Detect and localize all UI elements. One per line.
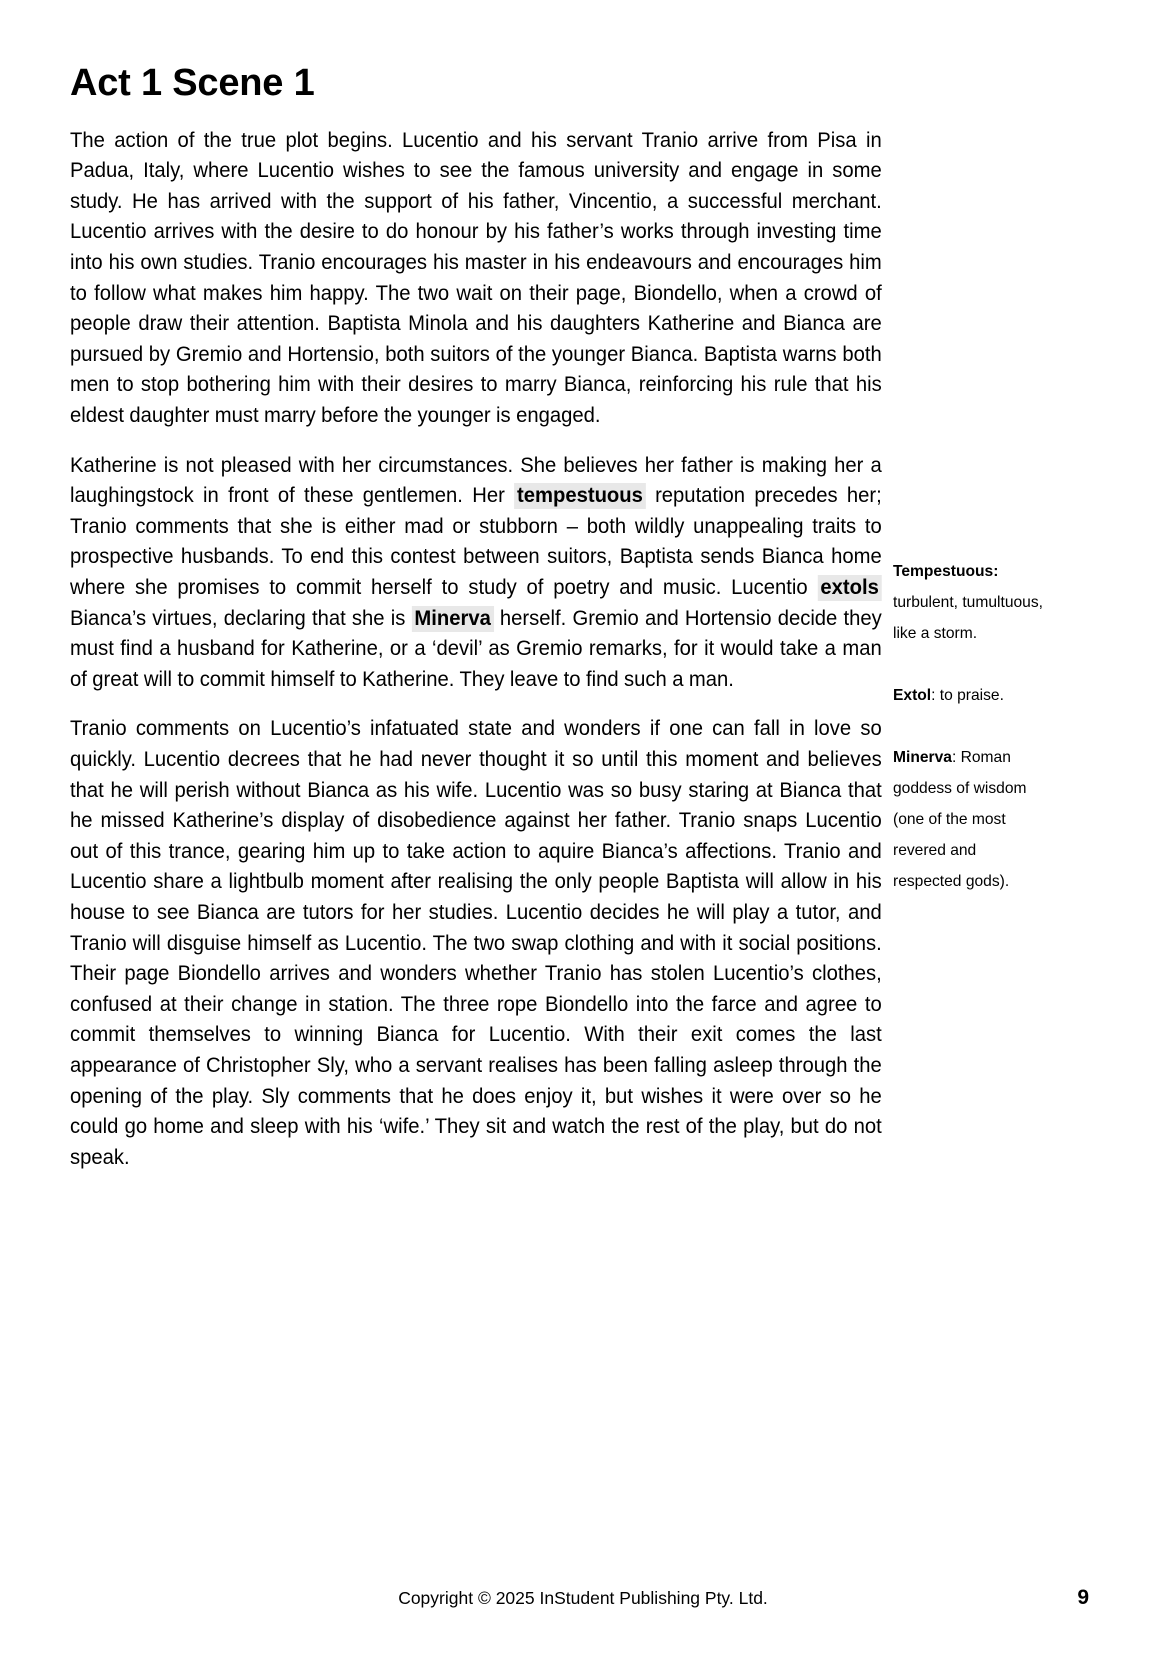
paragraph-2-text-c: Bianca’s virtues, declaring that she is (70, 606, 412, 630)
paragraph-2-text-a: Katherine is not pleased with her circumstances. She believes her father is making her a laughingstock in front of these gentlemen. Her (70, 453, 882, 508)
highlighted-term-extols: extols (818, 575, 882, 601)
glossary-definition-extol: : to praise. (931, 687, 1004, 704)
main-text-column (70, 62, 882, 1173)
paragraph-3-text: Tranio comments on Lucentio’s infatuated state and wonders if one can fall in love so quickly. Lucentio decrees that he had never thought it so until this moment and believes that he will perish without Bianca as his wife. Lucentio was so busy staring at Bianca that he missed Katherine’s display of disobedience against her father. Tranio snaps Lucentio out of this trance, gearing him up to take action to aquire Bianca’s affections. Tranio and Lucentio share a lightbulb moment after realising the only people Baptista will allow in his house to see Bianca are tutors for her studies. Lucentio decides he will play a tutor, and Tranio will disguise himself as Lucentio. The two swap clothing and with it social positions. Their page Biondello arrives and wonders whether Tranio has stolen Lucentio’s clothes, confused at their change in station. The three rope Biondello into the farce and agree to commit themselves to winning Bianca for Lucentio. With their exit comes the last appearance of Christopher Sly, who a servant realises has been falling asleep through the opening of the play. Sly comments that he does enjoy it, but wishes it were over so he could go home and sleep with his ‘wife.’ They sit and watch the rest of the play, but do not speak. (70, 717, 882, 1169)
footer-page-number: 9 (1077, 1586, 1089, 1609)
paragraph-3 (70, 714, 882, 1173)
glossary-term-tempestuous: Tempestuous: (893, 563, 999, 580)
glossary-entry-extol (893, 680, 1045, 711)
footer-copyright: Copyright © 2025 InStudent Publishing Pty. Ltd. (398, 1588, 768, 1608)
paragraph-2-text-d: herself. Gremio and Hortensio decide they must find a husband for Katherine, or a ‘devil’ as Gremio remarks, for it would take a man of great will to commit himself to Katherine. They leave to find such a man. (70, 606, 882, 691)
highlighted-term-minerva: Minerva (412, 606, 494, 632)
glossary-entry-tempestuous (893, 556, 1045, 649)
paragraph-1 (70, 126, 882, 432)
highlighted-term-tempestuous: tempestuous (514, 483, 646, 509)
glossary-definition-minerva: : Roman goddess of wisdom (one of the most revered and respected gods). (893, 749, 1027, 890)
paragraph-1-text: The action of the true plot begins. Lucentio and his servant Tranio arrive from Pisa in Padua, Italy, where Lucentio wishes to see the famous university and engage in some study. He has arrived with the support of his father, Vincentio, a successful merchant. Lucentio arrives with the desire to do honour by his father’s works through investing time into his own studies. Tranio encourages his master in his endeavours and encourages him to follow what makes him happy. The two wait on their page, Biondello, when a crowd of people draw their attention. Baptista Minola and his daughters Katherine and Bianca are pursued by Gremio and Hortensio, both suitors of the younger Bianca. Baptista warns both men to stop bothering him with their desires to marry Bianca, reinforcing his rule that his eldest daughter must marry before the younger is engaged. (70, 128, 882, 428)
glossary-definition-tempestuous: turbulent, tumultuous, like a storm. (893, 594, 1043, 642)
glossary-term-extol: Extol (893, 687, 932, 704)
page-footer (0, 1588, 1166, 1618)
paragraph-2 (70, 451, 882, 696)
page-title: Act 1 Scene 1 (70, 62, 315, 104)
glossary-entry-minerva (893, 742, 1045, 897)
glossary-term-minerva: Minerva (893, 749, 952, 766)
glossary-margin-column (893, 556, 1045, 897)
paragraph-2-text-b: reputation precedes her; Tranio comments that she is either mad or stubborn – both wildly unappealing traits to prospective husbands. To end this contest between suitors, Baptista sends Bianca home where she promises to commit herself to study of poetry and music. Lucentio (70, 484, 882, 599)
